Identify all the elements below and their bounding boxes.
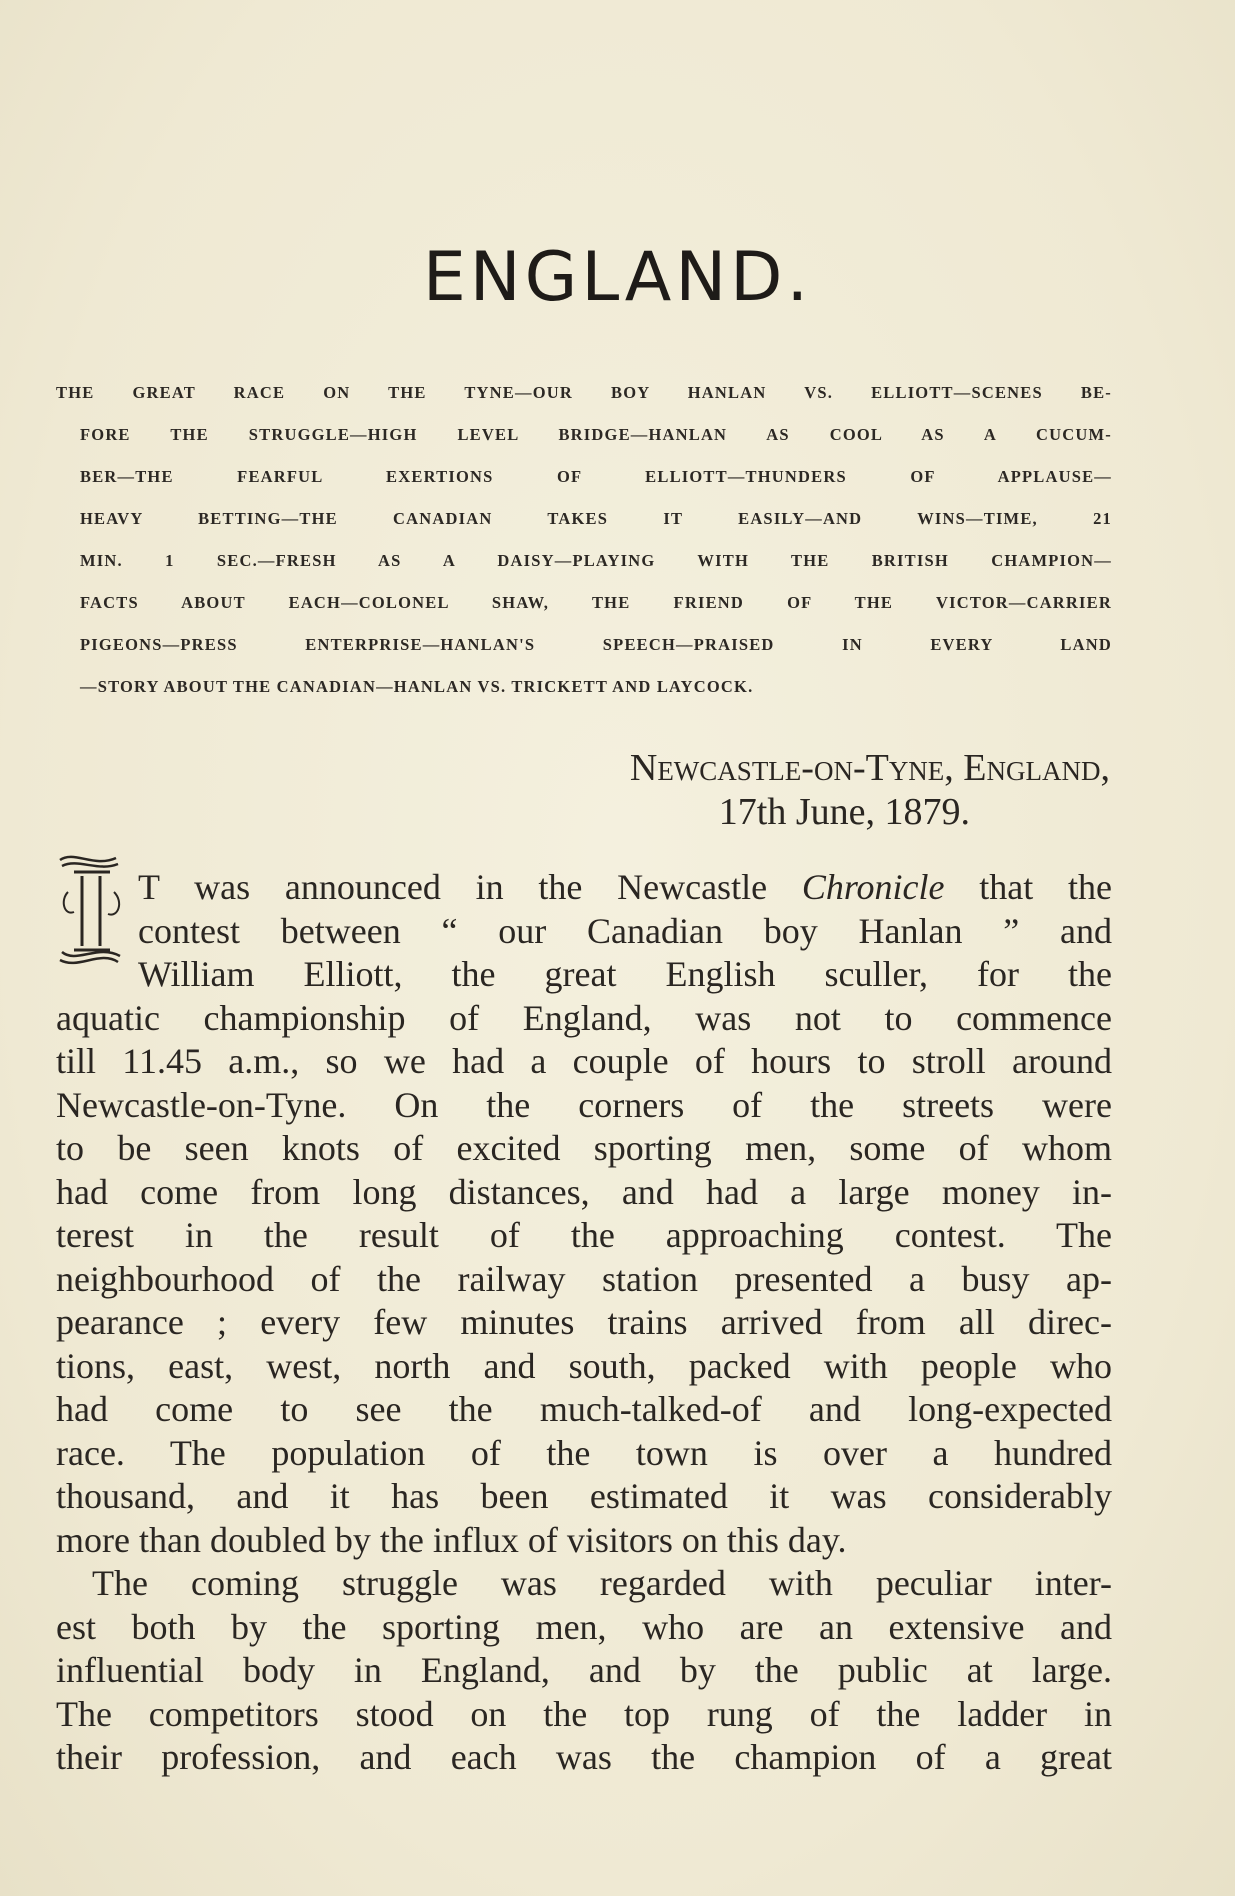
- synopsis-line: THE GREAT RACE ON THE TYNE—OUR BOY HANLAN VS. ELLIOTT—SCENES BE-: [56, 383, 1112, 402]
- body-line-segment: that the: [944, 867, 1112, 907]
- dateline: [450, 746, 1110, 834]
- synopsis-line: BER—THE FEARFUL EXERTIONS OF ELLIOTT—THUNDERS OF APPLAUSE—: [80, 467, 1112, 486]
- body-line-segment: T was announced in the Newcastle: [138, 867, 802, 907]
- synopsis-line: MIN. 1 SEC.—FRESH AS A DAISY—PLAYING WITH THE BRITISH CHAMPION—: [80, 551, 1112, 570]
- dateline-place: Newcastle-on-Tyne, England,: [629, 747, 1110, 789]
- body-line: The competitors stood on the top rung of the ladder in: [56, 1693, 1112, 1734]
- body-line: more than doubled by the influx of visitors on this day.: [56, 1519, 847, 1560]
- synopsis-line: —STORY ABOUT THE CANADIAN—HANLAN VS. TRICKETT AND LAYCOCK.: [80, 677, 754, 696]
- body-line: est both by the sporting men, who are an extensive and: [56, 1606, 1112, 1647]
- synopsis-line: FORE THE STRUGGLE—HIGH LEVEL BRIDGE—HANLAN AS COOL AS A CUCUM-: [80, 425, 1112, 444]
- chapter-title: ENGLAND.: [422, 238, 813, 317]
- body-line: had come to see the much-talked-of and long-expected: [56, 1389, 1112, 1429]
- body-line: till 11.45 a.m., so we had a couple of hours to stroll around: [56, 1041, 1112, 1081]
- body-line: Newcastle-on-Tyne. On the corners of the streets were: [56, 1084, 1112, 1125]
- body-line: William Elliott, the great English sculler, for the: [138, 954, 1112, 994]
- body-line: race. The population of the town is over a hundred: [56, 1432, 1112, 1473]
- synopsis-line: PIGEONS—PRESS ENTERPRISE—HANLAN'S SPEECH—PRAISED IN EVERY LAND: [80, 635, 1112, 654]
- synopsis-line: FACTS ABOUT EACH—COLONEL SHAW, THE FRIEND OF THE VICTOR—CARRIER: [80, 593, 1112, 612]
- body-line: their profession, and each was the champion of a great: [56, 1737, 1112, 1777]
- body-line: tions, east, west, north and south, packed with people who: [56, 1345, 1112, 1386]
- newspaper-name: Chronicle: [801, 867, 945, 907]
- body-line: influential body in England, and by the public at large.: [56, 1650, 1112, 1690]
- body-line: neighbourhood of the railway station presented a busy ap-: [56, 1258, 1112, 1299]
- synopsis-line: HEAVY BETTING—THE CANADIAN TAKES IT EASILY—AND WINS—TIME, 21: [80, 509, 1112, 528]
- body-line: to be seen knots of excited sporting men, some of whom: [56, 1128, 1112, 1168]
- body-line: [56, 866, 1112, 910]
- body-line: terest in the result of the approaching contest. The: [56, 1215, 1112, 1255]
- chapter-synopsis: [56, 372, 1112, 708]
- body-text: [56, 866, 1112, 1780]
- body-line: thousand, and it has been estimated it was considerably: [56, 1476, 1112, 1516]
- body-line: pearance ; every few minutes trains arrived from all direc-: [56, 1302, 1112, 1342]
- body-line: aquatic championship of England, was not to commence: [56, 997, 1112, 1038]
- body-line: The coming struggle was regarded with peculiar inter-: [92, 1563, 1112, 1603]
- body-line: had come from long distances, and had a large money in-: [56, 1171, 1112, 1212]
- body-line: contest between “ our Canadian boy Hanlan ” and: [138, 910, 1112, 951]
- dateline-date: 17th June, 1879.: [718, 791, 970, 833]
